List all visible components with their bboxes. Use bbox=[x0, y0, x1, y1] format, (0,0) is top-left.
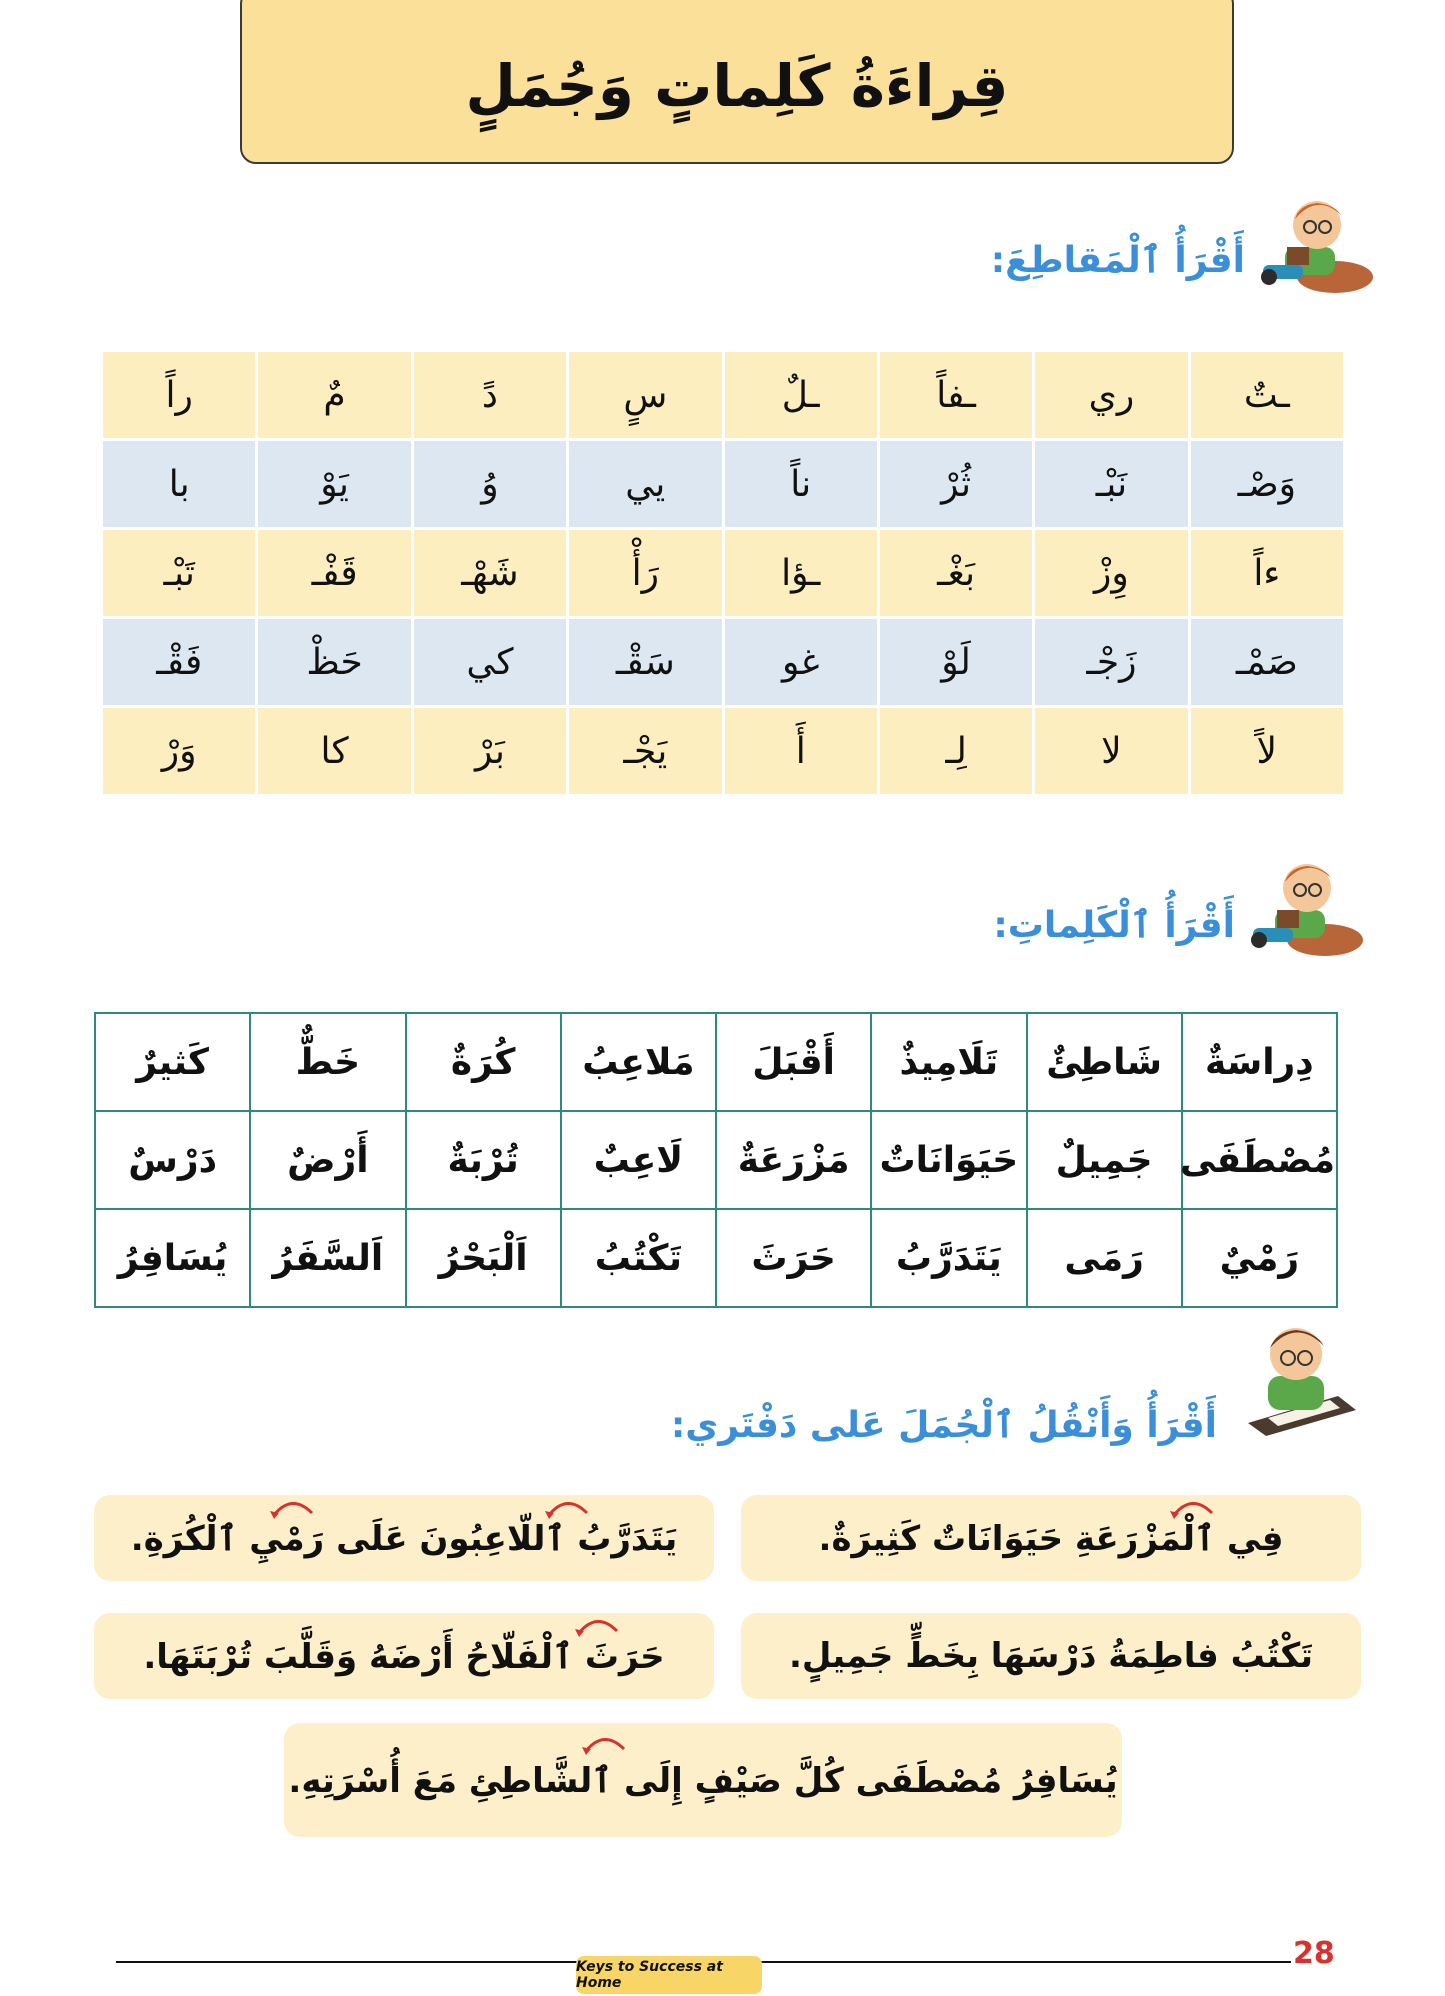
sentences-heading: أَقْرَأُ وَأَنْقُلُ ٱلْجُمَلَ عَلى دَفْتَري: bbox=[670, 1405, 1217, 1446]
syllable-cell: كي bbox=[414, 619, 566, 705]
word-cell: اَلسَّفَرُ bbox=[250, 1209, 405, 1307]
sentence-box bbox=[94, 1613, 714, 1699]
page-number: 28 bbox=[1293, 1936, 1335, 1971]
liaison-arrow-icon bbox=[545, 1497, 591, 1519]
syllable-cell: بَغْـ bbox=[880, 530, 1032, 616]
words-heading: أَقْرَأُ ٱلْكَلِماتِ: bbox=[993, 905, 1235, 946]
words-table bbox=[94, 1012, 1338, 1308]
syllable-cell: أَ bbox=[725, 708, 877, 794]
syllable-cell: ـؤا bbox=[725, 530, 877, 616]
liaison-arrow-icon bbox=[582, 1733, 628, 1755]
syllable-cell: ءاً bbox=[1191, 530, 1343, 616]
sentence-text: تَكْتُبُ فاطِمَةُ دَرْسَهَا بِخَطٍّ جَمِيلٍ. bbox=[789, 1636, 1314, 1676]
syllable-cell: يي bbox=[569, 441, 721, 527]
word-cell: حَيَوَانَاتٌ bbox=[871, 1111, 1026, 1209]
word-cell: دِراسَةٌ bbox=[1182, 1013, 1337, 1111]
syllables-heading: أَقْرَأُ ٱلْمَقاطِعَ: bbox=[990, 240, 1245, 281]
syllable-cell: وَصْـ bbox=[1191, 441, 1343, 527]
syllable-cell: ـفاً bbox=[880, 352, 1032, 438]
sentence-text: يُسَافِرُ مُصْطَفَى كُلَّ صَيْفٍ إِلَى ٱلشَّاطِئِ مَعَ أُسْرَتِهِ. bbox=[288, 1760, 1118, 1801]
syllable-cell: وُ bbox=[414, 441, 566, 527]
syllable-cell: لِـ bbox=[880, 708, 1032, 794]
syllable-cell: يَوْ bbox=[258, 441, 410, 527]
syllable-cell: دً bbox=[414, 352, 566, 438]
syllable-cell: بَرْ bbox=[414, 708, 566, 794]
boy-writing-illustration bbox=[1238, 1318, 1358, 1438]
liaison-arrow-icon bbox=[575, 1615, 621, 1637]
table-row bbox=[95, 1209, 1337, 1307]
sentence-text: حَرَثَ ٱلْفَلّاحُ أَرْضَهُ وَقَلَّبَ تُرْبَتَهَا. bbox=[143, 1636, 665, 1677]
word-cell: كَثيرٌ bbox=[95, 1013, 250, 1111]
word-cell: رَمْيٌ bbox=[1182, 1209, 1337, 1307]
word-cell: رَمَى bbox=[1027, 1209, 1182, 1307]
syllable-cell: كا bbox=[258, 708, 410, 794]
syllable-cell: حَظْ bbox=[258, 619, 410, 705]
syllable-cell: وِزْ bbox=[1035, 530, 1187, 616]
word-cell: أَرْضٌ bbox=[250, 1111, 405, 1209]
sentence-box bbox=[284, 1723, 1122, 1837]
footer-tagline: Keys to Success at Home bbox=[576, 1956, 762, 1994]
word-cell: كُرَةٌ bbox=[406, 1013, 561, 1111]
syllable-cell: ناً bbox=[725, 441, 877, 527]
boy-reading-illustration bbox=[1245, 848, 1365, 958]
word-cell: تَكْتُبُ bbox=[561, 1209, 716, 1307]
syllable-cell: يَجْـ bbox=[569, 708, 721, 794]
word-cell: أَقْبَلَ bbox=[716, 1013, 871, 1111]
word-cell: دَرْسٌ bbox=[95, 1111, 250, 1209]
syllable-cell: ـتٌ bbox=[1191, 352, 1343, 438]
word-cell: تُرْبَةٌ bbox=[406, 1111, 561, 1209]
syllable-cell: با bbox=[103, 441, 255, 527]
liaison-arrow-icon bbox=[1170, 1497, 1216, 1519]
page-title: قِراءَةُ كَلِماتٍ وَجُمَلٍ bbox=[465, 52, 1009, 120]
syllable-cell: فَقْـ bbox=[103, 619, 255, 705]
syllable-cell: قَفْـ bbox=[258, 530, 410, 616]
syllable-cell: ثُرْ bbox=[880, 441, 1032, 527]
syllable-cell: غو bbox=[725, 619, 877, 705]
syllable-cell: زَجْـ bbox=[1035, 619, 1187, 705]
table-row bbox=[95, 1013, 1337, 1111]
syllable-cell: صَمْـ bbox=[1191, 619, 1343, 705]
word-cell: خَطٌّ bbox=[250, 1013, 405, 1111]
liaison-arrow-icon bbox=[270, 1497, 316, 1519]
syllable-cell: سَقْـ bbox=[569, 619, 721, 705]
sentence-box bbox=[741, 1613, 1361, 1699]
syllable-cell: وَرْ bbox=[103, 708, 255, 794]
word-cell: يَتَدَرَّبُ bbox=[871, 1209, 1026, 1307]
word-cell: يُسَافِرُ bbox=[95, 1209, 250, 1307]
word-cell: حَرَثَ bbox=[716, 1209, 871, 1307]
word-cell: مُصْطَفَى bbox=[1182, 1111, 1337, 1209]
syllable-cell: لا bbox=[1035, 708, 1187, 794]
syllable-cell: لاً bbox=[1191, 708, 1343, 794]
syllable-cell: رَأْ bbox=[569, 530, 721, 616]
sentence-box bbox=[94, 1495, 714, 1581]
sentence-text: فِي ٱلْمَزْرَعَةِ حَيَوَانَاتٌ كَثِيرَةٌ. bbox=[818, 1518, 1284, 1559]
word-cell: تَلَامِيذٌ bbox=[871, 1013, 1026, 1111]
sentence-box bbox=[741, 1495, 1361, 1581]
word-cell: اَلْبَحْرُ bbox=[406, 1209, 561, 1307]
syllable-cell: لَوْ bbox=[880, 619, 1032, 705]
boy-reading-illustration bbox=[1255, 185, 1375, 295]
syllable-cell: ري bbox=[1035, 352, 1187, 438]
table-row bbox=[95, 1111, 1337, 1209]
page-title-box bbox=[240, 0, 1234, 164]
syllables-table bbox=[103, 352, 1343, 794]
syllable-cell: ـلٌ bbox=[725, 352, 877, 438]
syllable-cell: نَبْـ bbox=[1035, 441, 1187, 527]
syllable-cell: مٌ bbox=[258, 352, 410, 438]
syllable-cell: تَبْـ bbox=[103, 530, 255, 616]
sentence-text: يَتَدَرَّبُ ٱللّاعِبُونَ عَلَى رَمْيِ ٱلْكُرَةِ. bbox=[130, 1518, 678, 1559]
syllable-cell: سٍ bbox=[569, 352, 721, 438]
word-cell: لَاعِبٌ bbox=[561, 1111, 716, 1209]
word-cell: شَاطِئٌ bbox=[1027, 1013, 1182, 1111]
word-cell: جَمِيلٌ bbox=[1027, 1111, 1182, 1209]
syllable-cell: راً bbox=[103, 352, 255, 438]
word-cell: مَزْرَعَةٌ bbox=[716, 1111, 871, 1209]
syllable-cell: شَهْـ bbox=[414, 530, 566, 616]
word-cell: مَلاعِبُ bbox=[561, 1013, 716, 1111]
